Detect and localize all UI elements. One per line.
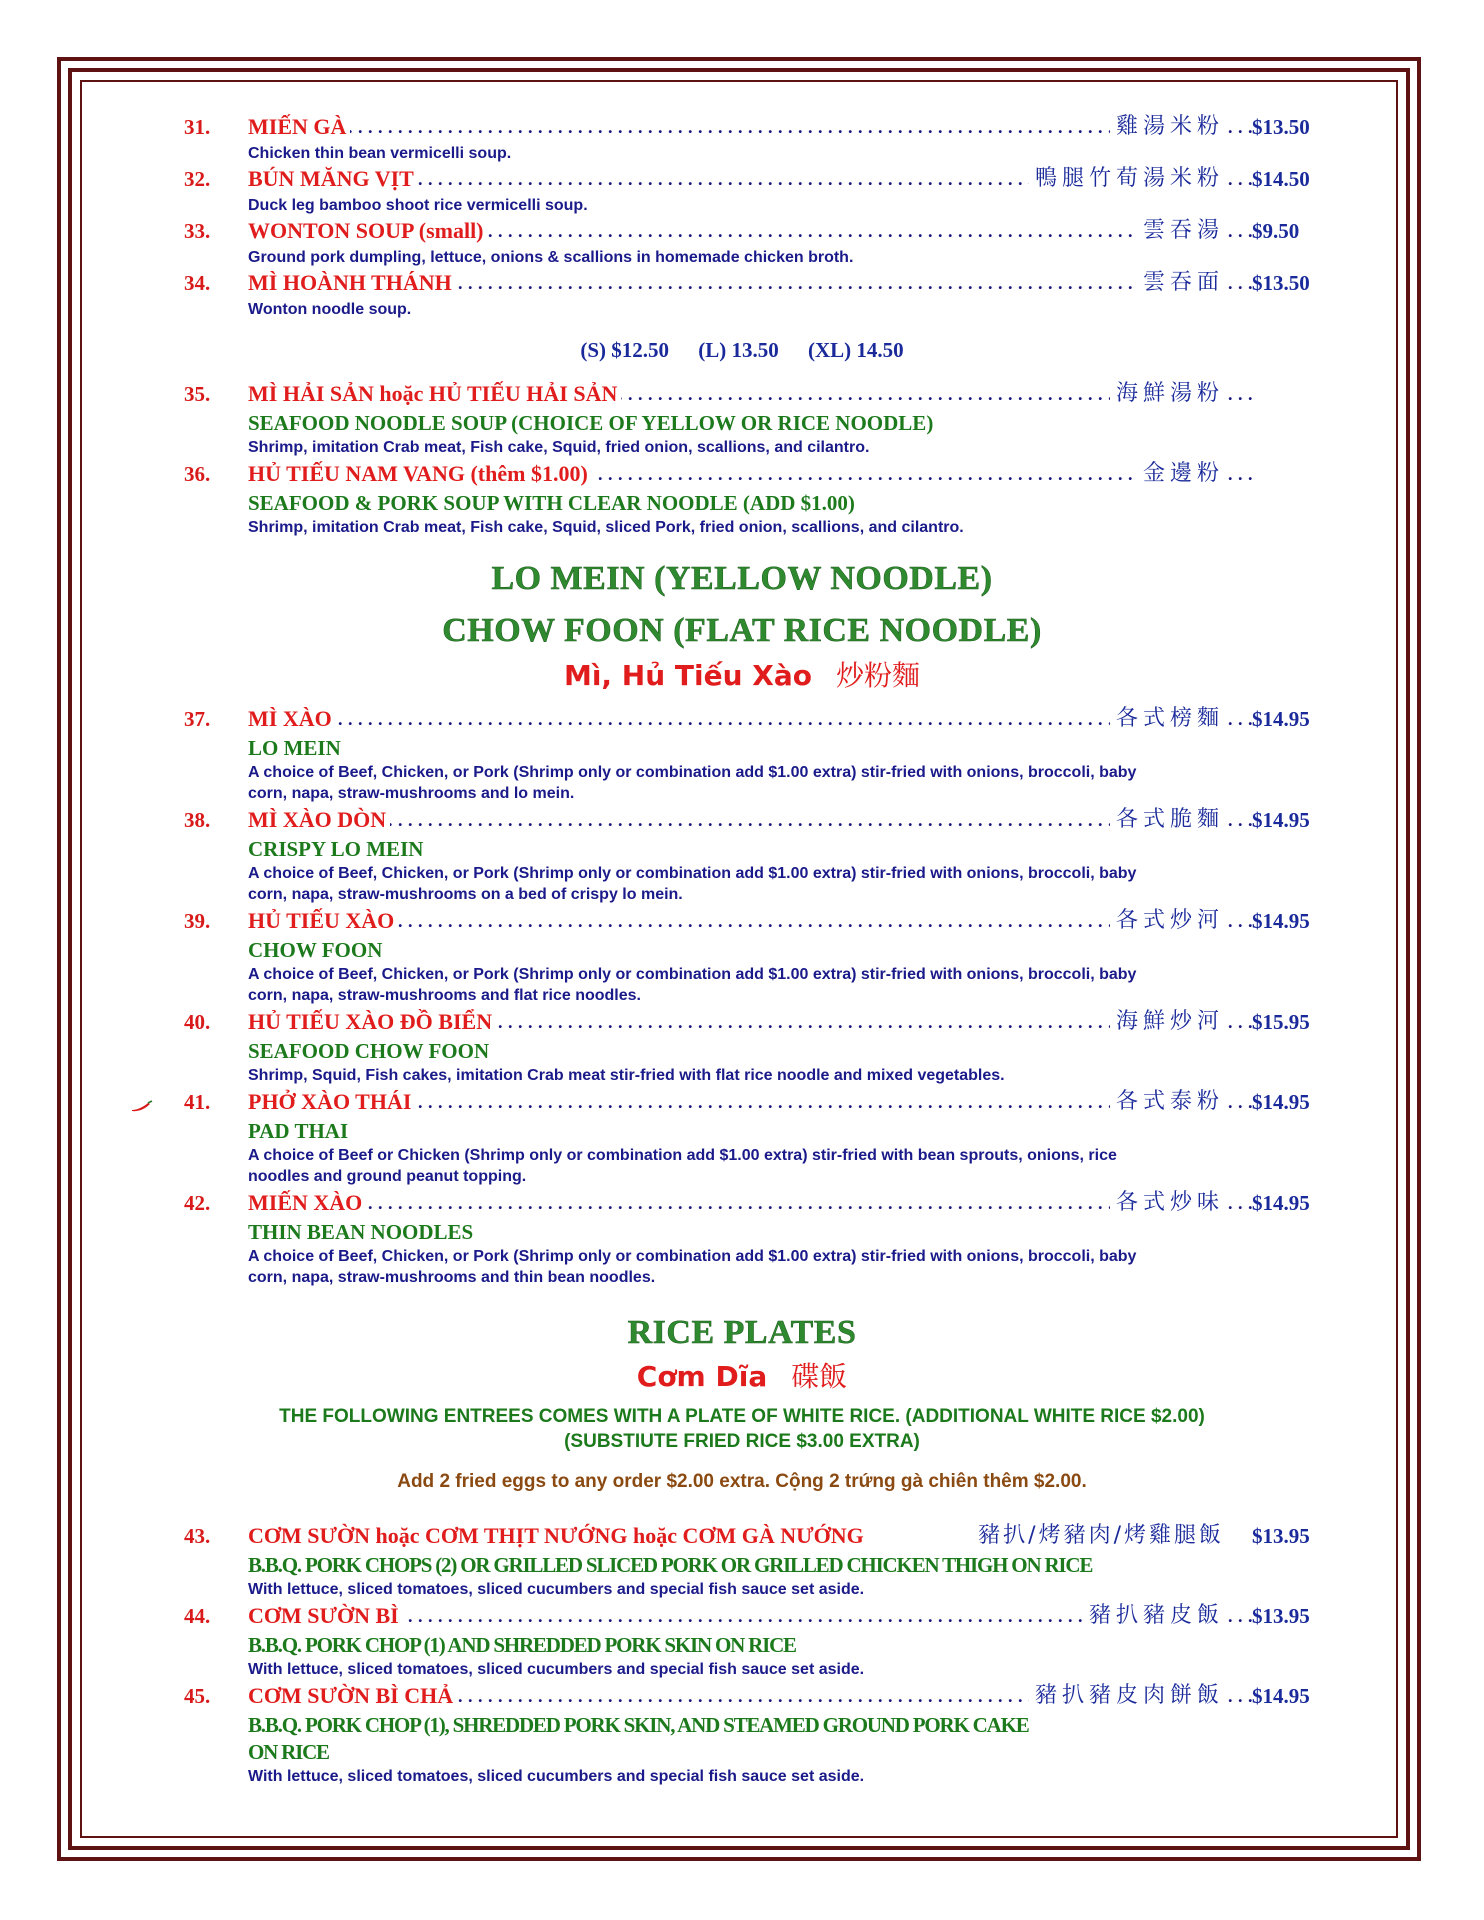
item-price: $14.95 xyxy=(1252,808,1310,832)
item-description: Chicken thin bean vermicelli soup. xyxy=(248,145,512,162)
menu-item-45 xyxy=(0,1681,1484,1711)
section-title-chow-foon: CHOW FOON (FLAT RICE NOODLE) xyxy=(442,612,1042,649)
item-description: With lettuce, sliced tomatoes, sliced cucumbers and special fish sauce set aside. xyxy=(248,1661,865,1678)
rice-note-fried-rice: (SUBSTIUTE FRIED RICE $3.00 EXTRA) xyxy=(564,1431,920,1452)
item-number: 35. xyxy=(184,382,211,406)
item-description: Shrimp, imitation Crab meat, Fish cake, Squid, sliced Pork, fried onion, scallions, and cilantro. xyxy=(248,519,964,536)
item-number: 43. xyxy=(184,1524,211,1548)
menu-item-32 xyxy=(0,164,1484,194)
rice-note-fried-eggs: Add 2 fried eggs to any order $2.00 extra. Cộng 2 trứng gà chiên thêm $2.00. xyxy=(397,1471,1087,1492)
item-number: 31. xyxy=(184,115,211,139)
item-price: $14.50 xyxy=(1252,167,1310,191)
item-price: $14.95 xyxy=(1252,1090,1310,1114)
item-english-name: PAD THAI xyxy=(248,1119,349,1143)
item-number: 32. xyxy=(184,167,211,191)
item-description: corn, napa, straw-mushrooms and thin bean noodles. xyxy=(248,1269,656,1286)
menu-item-36 xyxy=(0,459,1484,489)
item-chinese-name: 豬扒豬皮肉餅飯 xyxy=(1029,1681,1224,1711)
item-price: $15.95 xyxy=(1252,1010,1310,1034)
item-chinese-name: 各式炒味 xyxy=(1110,1188,1224,1218)
item-price: $14.95 xyxy=(1252,1191,1310,1215)
item-viet-name: MÌ XÀO xyxy=(248,704,336,734)
menu-item-41 xyxy=(0,1087,1484,1117)
item-description: Duck leg bamboo shoot rice vermicelli soup. xyxy=(248,197,588,214)
item-number: 37. xyxy=(184,707,211,731)
item-chinese-name: 海鮮湯粉 xyxy=(1110,379,1224,409)
item-viet-name: MIẾN GÀ xyxy=(248,112,350,142)
item-description: Ground pork dumpling, lettuce, onions & scallions in homemade chicken broth. xyxy=(248,249,854,266)
menu-item-44 xyxy=(0,1601,1484,1631)
menu-item-35 xyxy=(0,379,1484,409)
price-small: (S) $12.50 xyxy=(580,338,669,362)
section-title-lo-mein: LO MEIN (YELLOW NOODLE) xyxy=(491,560,993,597)
item-description: With lettuce, sliced tomatoes, sliced cucumbers and special fish sauce set aside. xyxy=(248,1768,865,1785)
item-price: $13.50 xyxy=(1252,115,1310,139)
item-viet-name: WONTON SOUP (small) xyxy=(248,216,488,246)
menu-item-37 xyxy=(0,704,1484,734)
item-chinese-name: 海鮮炒河 xyxy=(1110,1007,1224,1037)
menu-item-40 xyxy=(0,1007,1484,1037)
menu-item-31 xyxy=(0,112,1484,142)
item-description: corn, napa, straw-mushrooms on a bed of crispy lo mein. xyxy=(248,886,683,903)
item-english-name: B.B.Q. PORK CHOP (1), SHREDDED PORK SKIN, AND STEAMED GROUND PORK CAKE xyxy=(248,1713,1029,1737)
section-subtitle-rice xyxy=(0,1355,1484,1395)
size-prices xyxy=(0,338,1484,363)
item-description: A choice of Beef, Chicken, or Pork (Shrimp only or combination add $1.00 extra) stir-fried with onions, broccoli, baby xyxy=(248,1248,1137,1265)
item-english-name: B.B.Q. PORK CHOP (1) AND SHREDDED PORK SKIN ON RICE xyxy=(248,1633,796,1657)
menu-item-42 xyxy=(0,1188,1484,1218)
item-chinese-name: 雲吞面 xyxy=(1137,268,1224,298)
item-number: 42. xyxy=(184,1191,211,1215)
menu-item-38 xyxy=(0,805,1484,835)
item-viet-name: BÚN MĂNG VỊT xyxy=(248,164,418,194)
item-chinese-name: 金邊粉 xyxy=(1137,459,1224,489)
item-viet-name: MÌ XÀO DÒN xyxy=(248,805,390,835)
item-number: 36. xyxy=(184,462,211,486)
item-number: 45. xyxy=(184,1684,211,1708)
item-viet-name: CƠM SƯỜN BÌ xyxy=(248,1601,403,1631)
price-large: (L) 13.50 xyxy=(698,338,779,362)
item-number: 34. xyxy=(184,271,211,295)
item-price: $14.95 xyxy=(1252,707,1310,731)
section-viet-title: Cơm Dĩa xyxy=(636,1360,768,1393)
item-english-name: SEAFOOD & PORK SOUP WITH CLEAR NOODLE (ADD $1.00) xyxy=(248,491,855,515)
item-price: $13.95 xyxy=(1252,1524,1310,1548)
item-description: With lettuce, sliced tomatoes, sliced cucumbers and special fish sauce set aside. xyxy=(248,1581,865,1598)
item-chinese-name: 雞湯米粉 xyxy=(1110,112,1224,142)
item-chinese-name: 各式榜麵 xyxy=(1110,704,1224,734)
item-description: A choice of Beef, Chicken, or Pork (Shrimp only or combination add $1.00 extra) stir-fried with onions, broccoli, baby xyxy=(248,865,1137,882)
item-viet-name: MÌ HẢI SẢN hoặc HỦ TIẾU HẢI SẢN xyxy=(248,379,621,409)
item-viet-name: HỦ TIẾU XÀO xyxy=(248,906,398,936)
item-number: 44. xyxy=(184,1604,211,1628)
item-description: corn, napa, straw-mushrooms and flat rice noodles. xyxy=(248,987,641,1004)
item-description: corn, napa, straw-mushrooms and lo mein. xyxy=(248,785,575,802)
menu-item-33 xyxy=(0,216,1484,246)
menu-item-39 xyxy=(0,906,1484,936)
item-viet-name: MÌ HOÀNH THÁNH xyxy=(248,268,456,298)
item-english-name: CHOW FOON xyxy=(248,938,383,962)
item-viet-name: MIẾN XÀO xyxy=(248,1188,366,1218)
item-number: 39. xyxy=(184,909,211,933)
item-viet-name: HỦ TIẾU NAM VANG (thêm $1.00) xyxy=(248,459,592,489)
item-chinese-name: 各式泰粉 xyxy=(1110,1087,1224,1117)
menu-item-34 xyxy=(0,268,1484,298)
item-viet-name: CƠM SƯỜN hoặc CƠM THỊT NƯỚNG hoặc CƠM GÀ NƯỚNG xyxy=(248,1521,868,1551)
section-title-rice-plates: RICE PLATES xyxy=(627,1314,857,1351)
item-description: Shrimp, imitation Crab meat, Fish cake, Squid, fried onion, scallions, and cilantro. xyxy=(248,439,870,456)
item-description: noodles and ground peanut topping. xyxy=(248,1168,527,1185)
section-subtitle-noodles xyxy=(0,654,1484,694)
item-chinese-name: 豬扒豬皮飯 xyxy=(1083,1601,1224,1631)
item-number: 41. xyxy=(184,1090,211,1114)
item-price: $9.50 xyxy=(1252,219,1300,243)
rice-note-white-rice: THE FOLLOWING ENTREES COMES WITH A PLATE OF WHITE RICE. (ADDITIONAL WHITE RICE $2.00) xyxy=(279,1406,1205,1427)
item-viet-name: HỦ TIẾU XÀO ĐỒ BIỂN xyxy=(248,1007,496,1037)
item-viet-name: PHỞ XÀO THÁI xyxy=(248,1087,415,1117)
item-chinese-name: 各式脆麵 xyxy=(1110,805,1224,835)
section-chinese-title: 碟飯 xyxy=(791,1360,848,1393)
item-description: A choice of Beef, Chicken, or Pork (Shrimp only or combination add $1.00 extra) stir-fried with onions, broccoli, baby xyxy=(248,966,1137,983)
item-description: A choice of Beef, Chicken, or Pork (Shrimp only or combination add $1.00 extra) stir-fried with onions, broccoli, baby xyxy=(248,764,1137,781)
item-english-name: LO MEIN xyxy=(248,736,341,760)
item-chinese-name: 鴨腿竹荀湯米粉 xyxy=(1029,164,1224,194)
item-english-name: B.B.Q. PORK CHOPS (2) OR GRILLED SLICED PORK OR GRILLED CHICKEN THIGH ON RICE xyxy=(248,1553,1093,1577)
item-description: A choice of Beef or Chicken (Shrimp only or combination add $1.00 extra) stir-fried with bean sprouts, onions, rice xyxy=(248,1147,1117,1164)
item-price: $13.95 xyxy=(1252,1604,1310,1628)
item-price: $14.95 xyxy=(1252,1684,1310,1708)
menu-item-43 xyxy=(0,1521,1484,1551)
item-number: 38. xyxy=(184,808,211,832)
item-english-name: SEAFOOD CHOW FOON xyxy=(248,1039,490,1063)
section-chinese-title: 炒粉麵 xyxy=(836,659,921,692)
item-chinese-name: 各式炒河 xyxy=(1110,906,1224,936)
item-english-name: CRISPY LO MEIN xyxy=(248,837,424,861)
item-viet-name: CƠM SƯỜN BÌ CHẢ xyxy=(248,1681,457,1711)
item-description: Wonton noodle soup. xyxy=(248,301,412,318)
item-english-name: THIN BEAN NOODLES xyxy=(248,1220,474,1244)
item-chinese-name: 雲吞湯 xyxy=(1137,216,1224,246)
section-viet-title: Mì, Hủ Tiếu Xào xyxy=(563,659,813,692)
item-chinese-name: 豬扒/烤豬肉/烤雞腿飯 xyxy=(972,1521,1224,1551)
item-english-name-cont: ON RICE xyxy=(248,1740,329,1764)
item-english-name: SEAFOOD NOODLE SOUP (CHOICE OF YELLOW OR RICE NOODLE) xyxy=(248,411,934,435)
item-number: 33. xyxy=(184,219,211,243)
item-number: 40. xyxy=(184,1010,211,1034)
price-xl: (XL) 14.50 xyxy=(808,338,904,362)
item-description: Shrimp, Squid, Fish cakes, imitation Crab meat stir-fried with flat rice noodle and mixed vegetables. xyxy=(248,1067,1005,1084)
item-price: $14.95 xyxy=(1252,909,1310,933)
item-price: $13.50 xyxy=(1252,271,1310,295)
